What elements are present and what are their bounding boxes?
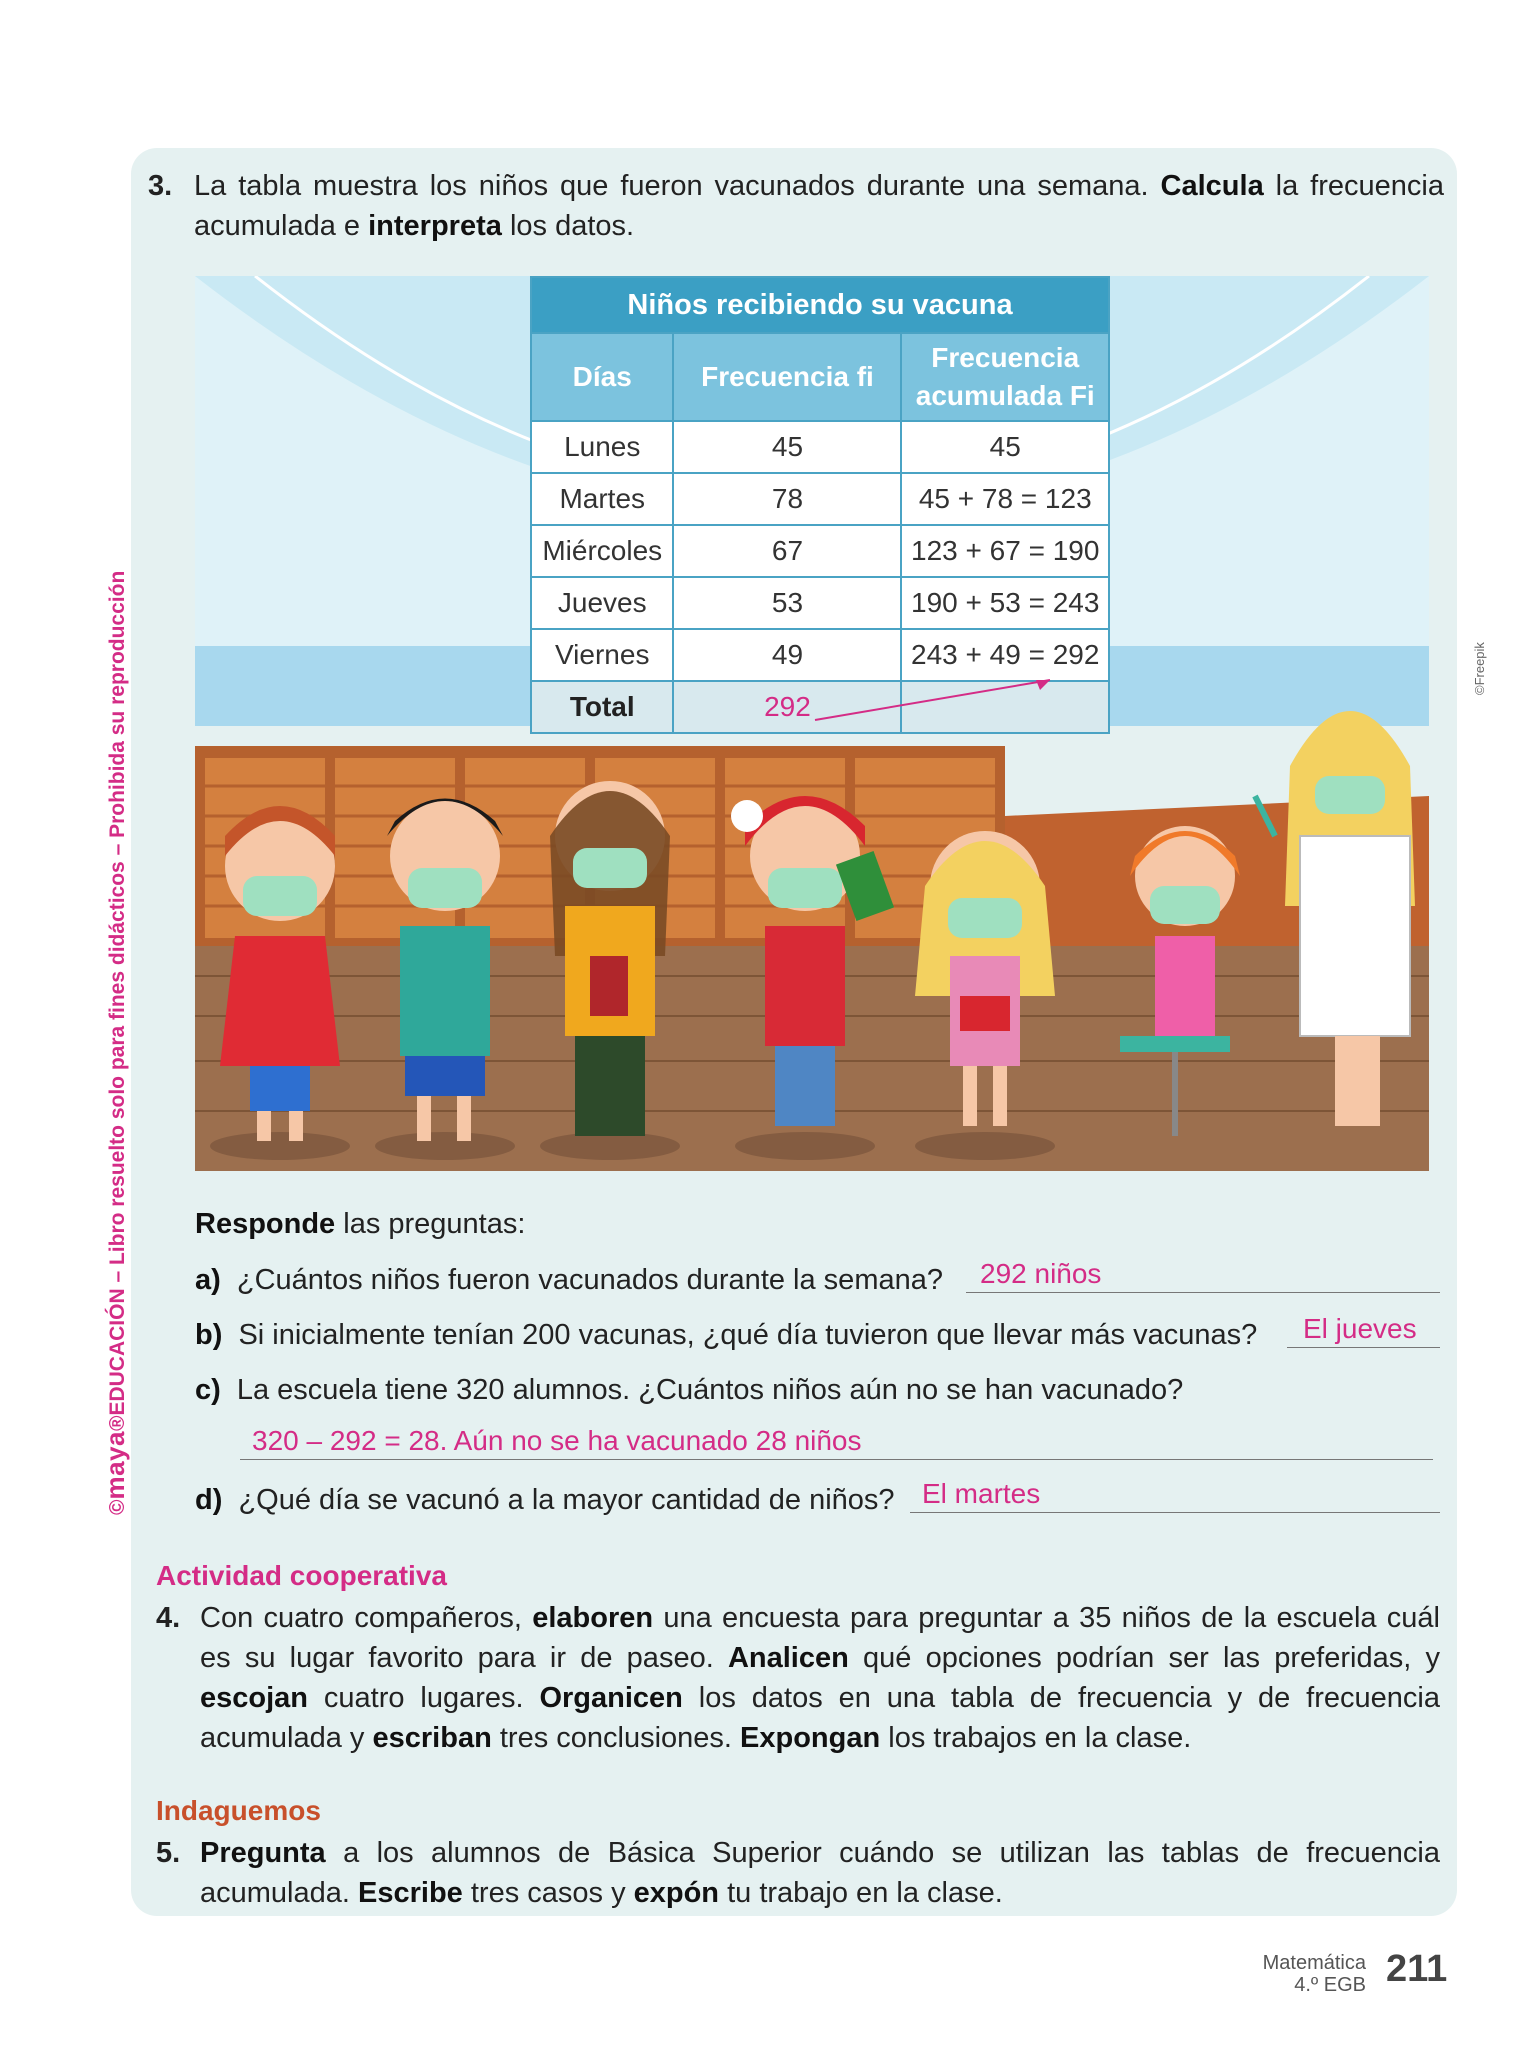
q3-bold: interpreta: [368, 210, 502, 242]
footer-subject-block: [1263, 1952, 1366, 1996]
footer-subject: Matemática: [1262, 1952, 1366, 1974]
column-header-days: Días: [531, 333, 673, 421]
column-header-cumulative: Frecuencia acumulada Fi: [901, 333, 1109, 421]
q3-text: La tabla muestra los niños que fueron vacunados durante una semana.: [194, 170, 1149, 202]
q3-text: los datos.: [509, 210, 635, 242]
frequency-cell: 78: [673, 473, 901, 525]
total-label: Total: [531, 681, 673, 733]
cumulative-cell: 190 + 53 = 243: [901, 577, 1109, 629]
question-text: ¿Qué día se vacunó a la mayor cantidad de niños?: [238, 1484, 895, 1516]
question-b: [195, 1315, 1440, 1355]
responde-text: las preguntas:: [343, 1208, 526, 1240]
instruction-text: los datos en una tabla de frecuencia y de frecuencia acumulada y: [200, 1682, 1440, 1754]
answer-text: El jueves: [1303, 1313, 1417, 1344]
instruction-text: una encuesta para preguntar a 35 niños de la escuela cuál es su lugar favorito para ir de paseo.: [200, 1602, 1440, 1674]
day-cell: Lunes: [531, 421, 673, 473]
footer-grade: 4.º EGB: [1294, 1974, 1366, 1996]
instruction-text: tres casos y: [462, 1877, 634, 1909]
question-text: Si inicialmente tenían 200 vacunas, ¿qué día tuvieron que llevar más vacunas?: [238, 1319, 1258, 1351]
total-value: 292: [673, 681, 901, 733]
copyright-symbol: ©: [106, 1499, 129, 1515]
image-credit: ©Freepik: [1472, 642, 1487, 695]
instruction-text: los trabajos en la clase.: [880, 1722, 1192, 1754]
instruction-text: tres conclusiones.: [491, 1722, 741, 1754]
responde-heading: [195, 1204, 525, 1244]
question-letter: b): [195, 1319, 223, 1351]
table-row: [531, 421, 1109, 473]
question-number: 3.: [148, 170, 173, 202]
day-cell: Miércoles: [531, 525, 673, 577]
frequency-table: [530, 276, 1110, 734]
question-number: 5.: [156, 1837, 181, 1869]
table-row: [531, 577, 1109, 629]
frequency-cell: 53: [673, 577, 901, 629]
instruction-verb: expón: [633, 1877, 720, 1909]
instruction-verb: Analicen: [727, 1642, 849, 1674]
table-title: Niños recibiendo su vacuna: [531, 277, 1109, 333]
answer-text: 292 niños: [980, 1258, 1102, 1289]
section-title-cooperative: Actividad cooperativa: [156, 1560, 447, 1591]
instruction-verb: Expongan: [740, 1722, 881, 1754]
cumulative-cell: 45: [901, 421, 1109, 473]
column-header-frequency: Frecuencia fi: [673, 333, 901, 421]
instruction-text: Con cuatro compañeros,: [200, 1602, 533, 1634]
day-cell: Jueves: [531, 577, 673, 629]
answer-line[interactable]: [1287, 1311, 1440, 1348]
cumulative-cell: 123 + 67 = 190: [901, 525, 1109, 577]
section-title-research: Indaguemos: [156, 1795, 321, 1826]
instruction-verb: Organicen: [539, 1682, 683, 1714]
side-note-text: ®EDUCACIÓN – Libro resuelto solo para fines didácticos – Prohibida su reproducción: [106, 570, 129, 1432]
instruction-verb: Escribe: [358, 1877, 463, 1909]
q3-bold: Calcula: [1160, 170, 1264, 202]
question-4-text: [200, 1598, 1440, 1758]
page-number: 211: [1386, 1948, 1448, 1990]
question-letter: d): [195, 1484, 223, 1516]
brand-logo: maya: [100, 1431, 130, 1500]
instruction-text: qué opciones podrían ser las preferidas, y: [848, 1642, 1440, 1674]
frequency-cell: 45: [673, 421, 901, 473]
question-letter: c): [195, 1374, 221, 1406]
instruction-text: cuatro lugares.: [308, 1682, 540, 1714]
question-5-text: [200, 1833, 1440, 1913]
table-row: [531, 525, 1109, 577]
question-text: ¿Cuántos niños fueron vacunados durante la semana?: [236, 1264, 943, 1296]
instruction-text: a los alumnos de Básica Superior cuándo se utilizan las tablas de frecuencia acumulada.: [200, 1837, 1440, 1909]
side-copyright-note: [100, 555, 130, 1515]
answer-line[interactable]: [966, 1256, 1440, 1293]
cumulative-cell: 243 + 49 = 292: [901, 629, 1109, 681]
total-arrow: [810, 670, 1060, 730]
question-text: La escuela tiene 320 alumnos. ¿Cuántos niños aún no se han vacunado?: [236, 1374, 1184, 1406]
q3-text: la frecuencia acumulada e: [194, 170, 1444, 242]
answer-line[interactable]: [240, 1423, 1433, 1460]
question-c: [195, 1370, 1440, 1410]
instruction-verb: elaboren: [532, 1602, 654, 1634]
table-row: [531, 473, 1109, 525]
answer-text: El martes: [922, 1478, 1041, 1509]
question-letter: a): [195, 1264, 221, 1296]
cumulative-cell: 45 + 78 = 123: [901, 473, 1109, 525]
instruction-text: tu trabajo en la clase.: [719, 1877, 1003, 1909]
frequency-cell: 49: [673, 629, 901, 681]
day-cell: Martes: [531, 473, 673, 525]
instruction-verb: Pregunta: [200, 1837, 326, 1869]
instruction-verb: escriban: [372, 1722, 492, 1754]
answer-text: 320 – 292 = 28. Aún no se ha vacunado 28 niños: [252, 1425, 862, 1456]
responde-bold: Responde: [195, 1208, 336, 1240]
frequency-cell: 67: [673, 525, 901, 577]
instruction-verb: escojan: [200, 1682, 308, 1714]
question-number: 4.: [156, 1602, 181, 1634]
day-cell: Viernes: [531, 629, 673, 681]
answer-line[interactable]: [910, 1476, 1440, 1513]
